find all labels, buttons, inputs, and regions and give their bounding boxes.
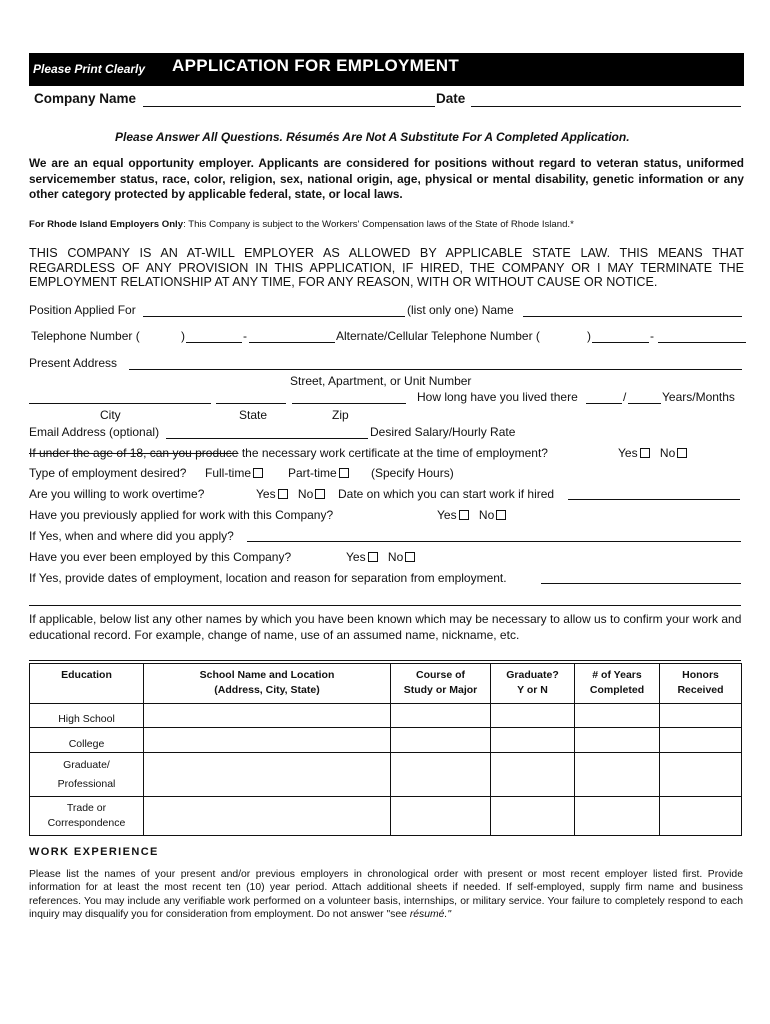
full-time-checkbox[interactable] — [253, 468, 263, 478]
alt-phone-prefix-field[interactable] — [592, 342, 649, 343]
if-yes-when-field[interactable] — [247, 541, 741, 542]
employed-yes-label: Yes — [346, 550, 366, 564]
table-cell[interactable] — [575, 753, 660, 797]
date-label: Date — [436, 91, 466, 106]
alt-phone-label: Alternate/Cellular Telephone Number ( — [336, 329, 540, 343]
age-yes-no — [618, 446, 689, 460]
education-table — [29, 663, 742, 836]
ever-employed-yes-no — [346, 550, 417, 564]
course-header — [391, 664, 491, 704]
telephone-paren: ) — [181, 329, 185, 343]
telephone-label: Telephone Number ( — [31, 329, 140, 343]
table-cell[interactable] — [144, 753, 391, 797]
table-cell[interactable] — [491, 728, 575, 753]
years-months-slash: / — [623, 390, 627, 404]
years-header — [575, 664, 660, 704]
trade-row-line1: Trade or — [66, 802, 107, 814]
how-long-label: How long have you lived there — [417, 390, 578, 404]
graduate-header-line1: Graduate? — [506, 669, 559, 681]
table-cell[interactable] — [391, 704, 491, 728]
table-cell[interactable] — [144, 704, 391, 728]
employment-type-label: Type of employment desired? — [29, 466, 187, 480]
work-experience-italic: résumé." — [409, 908, 452, 920]
graduate-row-line2: Professional — [57, 777, 116, 790]
name-field[interactable] — [523, 316, 742, 317]
table-cell[interactable] — [660, 753, 742, 797]
applied-no-label: No — [478, 508, 495, 522]
table-row — [30, 728, 742, 753]
rhode-island-label: For Rhode Island Employers Only — [29, 219, 184, 230]
previously-applied-yes-no — [437, 508, 508, 522]
table-cell[interactable] — [144, 728, 391, 753]
telephone-dash: - — [243, 329, 247, 343]
previously-applied-label: Have you previously applied for work with this Company? — [29, 508, 334, 522]
education-header — [30, 664, 144, 704]
city-field[interactable] — [29, 403, 211, 404]
employed-no-label: No — [387, 550, 404, 564]
title-bar — [29, 53, 744, 86]
school-header — [144, 664, 391, 704]
trade-label — [30, 797, 144, 836]
work-experience-title: WORK EXPERIENCE — [29, 846, 159, 858]
other-names-field[interactable] — [29, 660, 741, 661]
overtime-label: Are you willing to work overtime? — [29, 487, 205, 501]
school-header-line1: School Name and Location — [199, 669, 335, 681]
age-no-label: No — [659, 446, 676, 460]
page-title: APPLICATION FOR EMPLOYMENT — [172, 56, 460, 75]
print-clearly-note: Please Print Clearly — [33, 62, 146, 76]
rhode-island-text: : This Company is subject to the Workers' Compensation laws of the State of Rhode Island.* — [183, 219, 574, 230]
table-cell[interactable] — [660, 797, 742, 836]
years-header-line2: Completed — [589, 684, 645, 696]
alt-phone-dash: - — [650, 329, 654, 343]
age-question-struck: If under the age of 18, can you produce — [29, 446, 239, 460]
if-yes-when-label: If Yes, when and where did you apply? — [29, 529, 234, 543]
table-cell[interactable] — [144, 797, 391, 836]
education-header-row — [30, 664, 742, 704]
course-header-line2: Study or Major — [403, 684, 478, 696]
ever-employed-label: Have you ever been employed by this Company? — [29, 550, 292, 564]
zip-field[interactable] — [292, 403, 406, 404]
zip-caption: Zip — [332, 408, 349, 422]
table-cell[interactable] — [575, 797, 660, 836]
applied-no-checkbox[interactable] — [496, 510, 506, 520]
if-yes-dates-field[interactable] — [541, 583, 741, 584]
years-months-label: Years/Months — [662, 390, 735, 404]
education-header-text: Education — [61, 669, 112, 681]
alt-phone-line-field[interactable] — [658, 342, 746, 343]
age-no-checkbox[interactable] — [677, 448, 687, 458]
position-field[interactable] — [143, 316, 405, 317]
at-will-statement: THIS COMPANY IS AN AT-WILL EMPLOYER AS ALLOWED BY APPLICABLE STATE LAW. THIS MEANS THAT REGARDLESS OF ANY PROVISION IN THIS APPLICATION, IF HIRED, THE COMPANY OR I MAY TERMINATE THE EMPLOYMENT RELATIONSHIP AT ANY TIME, FOR ANY REASON, WITH OR WITHOUT CAUSE OR NOTICE. — [29, 246, 744, 289]
table-cell[interactable] — [491, 704, 575, 728]
employed-no-checkbox[interactable] — [405, 552, 415, 562]
school-header-line2: (Address, City, State) — [214, 684, 320, 696]
overtime-yes-label: Yes — [256, 487, 276, 501]
table-row — [30, 797, 742, 836]
years-header-line1: # of Years — [592, 669, 642, 681]
table-cell[interactable] — [575, 704, 660, 728]
email-label: Email Address (optional) — [29, 425, 160, 439]
start-date-field[interactable] — [568, 499, 740, 500]
applied-yes-checkbox[interactable] — [459, 510, 469, 520]
age-question-rest: the necessary work certificate at the time of employment? — [238, 446, 548, 460]
college-label: College — [30, 728, 144, 753]
if-yes-dates-label: If Yes, provide dates of employment, location and reason for separation from employment. — [29, 571, 507, 585]
age-yes-checkbox[interactable] — [640, 448, 650, 458]
email-field[interactable] — [166, 438, 368, 439]
overtime-yes-checkbox[interactable] — [278, 489, 288, 499]
table-cell[interactable] — [660, 728, 742, 753]
part-time-label: Part-time — [288, 466, 337, 480]
city-caption: City — [100, 408, 121, 422]
date-field[interactable] — [471, 106, 741, 107]
equal-opportunity-statement: We are an equal opportunity employer. Applicants are considered for positions without regard to veteran status, uniformed servicemember status, race, color, religion, sex, national origin, age, physical or mental disability, genetic information or any other category protected by applicable federal, state, or local laws. — [29, 156, 744, 201]
course-header-line1: Course of — [415, 669, 465, 681]
state-field[interactable] — [216, 403, 286, 404]
work-experience-text: Please list the names of your present and/or previous employers in chronological order with present or most recent employer listed first. Provide information for at least the most recent ten (10) year period. Attach additional sheets if needed. If self-employed, supply firm name and business references. You may include any verifiable work performed on a volunteer basis, internships, or military service. Your failure to completely respond to each inquiry may disqualify you for consideration from employment. Do not answer "see — [29, 869, 743, 920]
company-name-field[interactable] — [143, 106, 435, 107]
graduate-header-line2: Y or N — [517, 684, 548, 696]
table-cell[interactable] — [391, 728, 491, 753]
other-names-note: If applicable, below list any other names by which you have been known which may be necessary to allow us to confirm your work and educational record. For example, change of name, use of an assumed name, nickname, etc. — [29, 612, 742, 642]
rhode-island-note — [29, 219, 574, 230]
company-name-label: Company Name — [34, 91, 137, 106]
applied-yes-label: Yes — [437, 508, 457, 522]
table-cell[interactable] — [491, 797, 575, 836]
salary-label: Desired Salary/Hourly Rate — [370, 425, 516, 439]
state-caption: State — [239, 408, 268, 422]
employed-yes-checkbox[interactable] — [368, 552, 378, 562]
name-label: (list only one) Name — [407, 303, 514, 317]
trade-row-line2: Correspondence — [47, 817, 126, 829]
table-cell[interactable] — [391, 753, 491, 797]
graduate-row-line1: Graduate/ — [63, 758, 110, 771]
separation-reason-field[interactable] — [29, 605, 741, 606]
work-experience-instructions — [29, 868, 743, 921]
specify-hours-label: (Specify Hours) — [371, 466, 454, 480]
position-label: Position Applied For — [29, 303, 136, 317]
table-cell[interactable] — [491, 753, 575, 797]
graduate-professional-label — [30, 753, 144, 797]
table-row — [30, 753, 742, 797]
age-yes-label: Yes — [618, 446, 638, 460]
months-field[interactable] — [628, 403, 661, 404]
resume-notice: Please Answer All Questions. Résumés Are Not A Substitute For A Completed Application. — [115, 130, 630, 144]
present-address-label: Present Address — [29, 356, 118, 370]
table-row — [30, 704, 742, 728]
present-address-field[interactable] — [129, 369, 742, 370]
full-time-label: Full-time — [205, 466, 252, 480]
start-date-label: Date on which you can start work if hired — [338, 487, 555, 501]
overtime-no-label: No — [297, 487, 314, 501]
telephone-line-field[interactable] — [249, 342, 335, 343]
street-caption: Street, Apartment, or Unit Number — [290, 374, 472, 388]
graduate-header — [491, 664, 575, 704]
high-school-label: High School — [30, 704, 144, 728]
part-time-checkbox[interactable] — [339, 468, 349, 478]
full-time-option — [205, 466, 265, 480]
overtime-yes-no — [256, 487, 327, 501]
honors-header — [660, 664, 742, 704]
years-field[interactable] — [586, 403, 622, 404]
telephone-prefix-field[interactable] — [186, 342, 242, 343]
table-cell[interactable] — [575, 728, 660, 753]
alt-phone-paren: ) — [587, 329, 591, 343]
table-cell[interactable] — [660, 704, 742, 728]
table-cell[interactable] — [391, 797, 491, 836]
part-time-option — [288, 466, 351, 480]
age-question — [29, 446, 548, 460]
honors-header-text: Honors Received — [677, 669, 724, 696]
overtime-no-checkbox[interactable] — [315, 489, 325, 499]
